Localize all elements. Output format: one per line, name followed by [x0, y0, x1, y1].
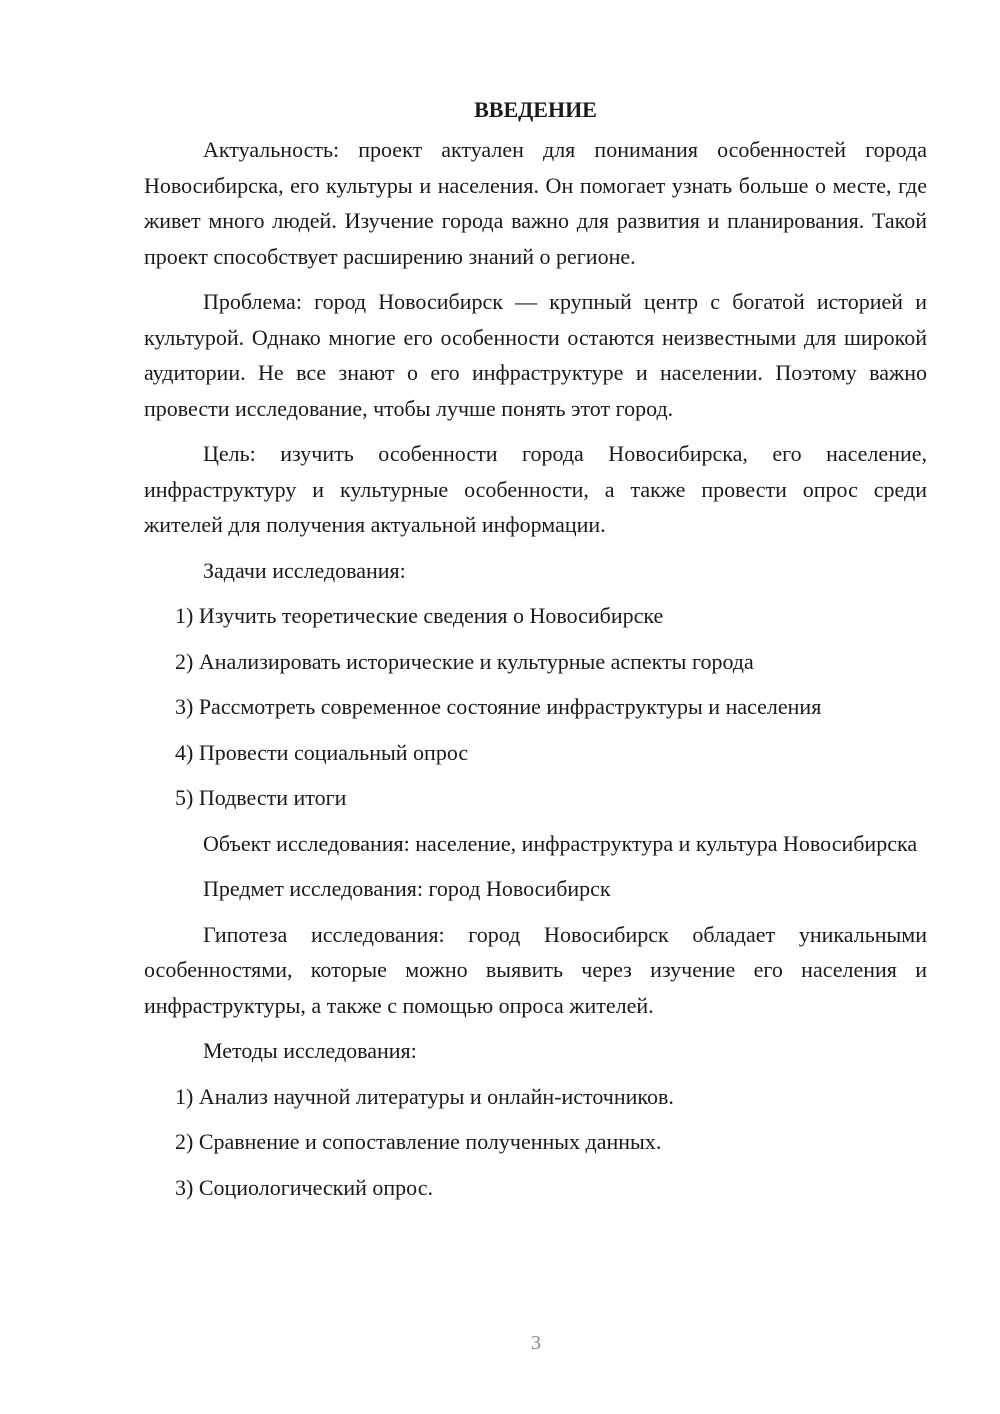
document-page — [144, 92, 927, 1215]
list-item: 3) Рассмотреть современное состояние инфраструктуры и населения — [175, 694, 822, 719]
section-heading: ВВЕДЕНИЕ — [474, 97, 597, 122]
hypothesis-paragraph: Гипотеза исследования: город Новосибирск обладает уникальными особенностями, которые можно выявить через изучение его населения и инфраструктуры, а также с помощью опроса жителей. — [144, 921, 927, 1018]
methods-list — [144, 1079, 927, 1206]
subject-paragraph: Предмет исследования: город Новосибирск — [203, 876, 611, 901]
list-item: 2) Анализировать исторические и культурные аспекты города — [175, 648, 754, 674]
page-number: 3 — [531, 1332, 541, 1354]
goal-paragraph: Цель: изучить особенности города Новосибирска, его население, инфраструктуру и культурные особенности, а также провести опрос среди жителей для получения актуальной информации. — [144, 441, 927, 537]
list-item: 3) Социологический опрос. — [175, 1174, 433, 1200]
methods-title: Методы исследования: — [203, 1038, 417, 1063]
list-item: 2) Сравнение и сопоставление полученных данных. — [175, 1129, 662, 1154]
list-item: 1) Анализ научной литературы и онлайн-источников. — [175, 1083, 674, 1109]
list-item: 1) Изучить теоретические сведения о Новосибирске — [175, 603, 664, 628]
relevance-paragraph: Актуальность: проект актуален для понимания особенностей города Новосибирска, его культуры и населения. Он помогает узнать больше о месте, где живет много людей. Изучение города важно для развития и планирования. Такой проект способствует расширению знаний о регионе. — [144, 137, 927, 269]
tasks-list — [144, 598, 927, 816]
list-item: 4) Провести социальный опрос — [175, 739, 469, 765]
list-item: 5) Подвести итоги — [175, 785, 347, 810]
tasks-title: Задачи исследования: — [203, 557, 406, 583]
problem-paragraph: Проблема: город Новосибирск — крупный центр с богатой историей и культурой. Однако многие его особенности остаются неизвестными для широкой аудитории. Не все знают о его инфраструктуре и населении. Поэтому важно провести исследование, чтобы лучше понять этот город. — [144, 289, 927, 421]
object-paragraph: Объект исследования: население, инфраструктура и культура Новосибирска — [203, 830, 918, 856]
